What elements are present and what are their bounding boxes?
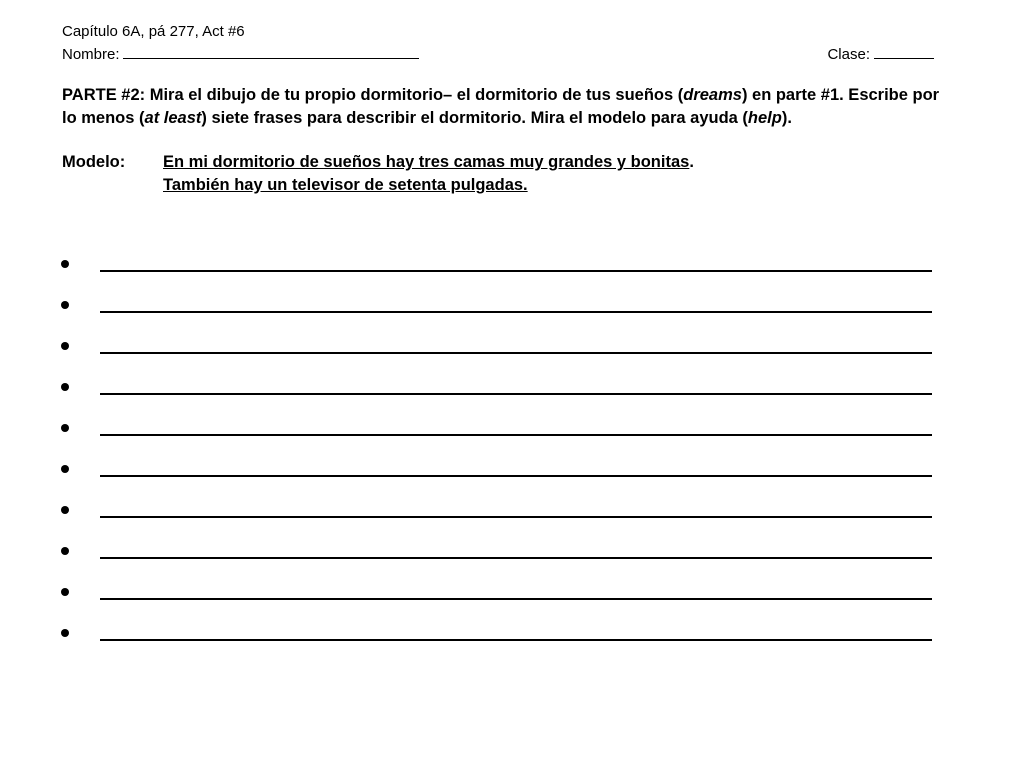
bullet-icon: [61, 506, 69, 514]
answer-row: [0, 422, 1024, 452]
answer-row: [0, 340, 1024, 370]
answer-row: [0, 258, 1024, 288]
answer-line[interactable]: [100, 475, 932, 477]
answer-line[interactable]: [100, 270, 932, 272]
model-sentence-1-period: .: [689, 153, 694, 171]
instructions-text-3: ) siete frases para describir el dormitorio. Mira el modelo para ayuda (: [201, 109, 748, 127]
chapter-reference: Capítulo 6A, pá 277, Act #6: [62, 23, 245, 40]
answer-row: [0, 586, 1024, 616]
bullet-icon: [61, 342, 69, 350]
bullet-icon: [61, 260, 69, 268]
class-label: Clase:: [827, 46, 870, 63]
instructions-text-1: PARTE #2: Mira el dibujo de tu propio dormitorio– el dormitorio de tus sueños (: [62, 86, 684, 104]
bullet-icon: [61, 629, 69, 637]
answer-row: [0, 299, 1024, 329]
name-label: Nombre:: [62, 46, 120, 63]
model-sentence-1-text: En mi dormitorio de sueños hay tres camas muy grandes y bonitas: [163, 153, 690, 171]
answer-line[interactable]: [100, 557, 932, 559]
answer-line[interactable]: [100, 516, 932, 518]
answer-row: [0, 381, 1024, 411]
instructions-text-4: ).: [781, 109, 792, 127]
bullet-icon: [61, 383, 69, 391]
answer-line[interactable]: [100, 434, 932, 436]
instructions-text-2: ) en parte #1. Escribe por lo menos (: [62, 86, 940, 127]
answer-row: [0, 463, 1024, 493]
answer-line[interactable]: [100, 311, 932, 313]
instructions-em-at-least: at least: [144, 109, 202, 127]
model-label: Modelo:: [62, 153, 126, 171]
answer-line[interactable]: [100, 352, 932, 354]
bullet-icon: [61, 465, 69, 473]
answer-line[interactable]: [100, 393, 932, 395]
answer-row: [0, 627, 1024, 657]
answer-line[interactable]: [100, 598, 932, 600]
answer-row: [0, 504, 1024, 534]
model-sentence-2: También hay un televisor de setenta pulgadas.: [163, 176, 528, 194]
instructions-em-dreams: dreams: [683, 86, 742, 104]
instructions-em-help: help: [747, 109, 782, 127]
answer-row: [0, 545, 1024, 575]
bullet-icon: [61, 301, 69, 309]
answer-line[interactable]: [100, 639, 932, 641]
bullet-icon: [61, 547, 69, 555]
bullet-icon: [61, 424, 69, 432]
bullet-icon: [61, 588, 69, 596]
